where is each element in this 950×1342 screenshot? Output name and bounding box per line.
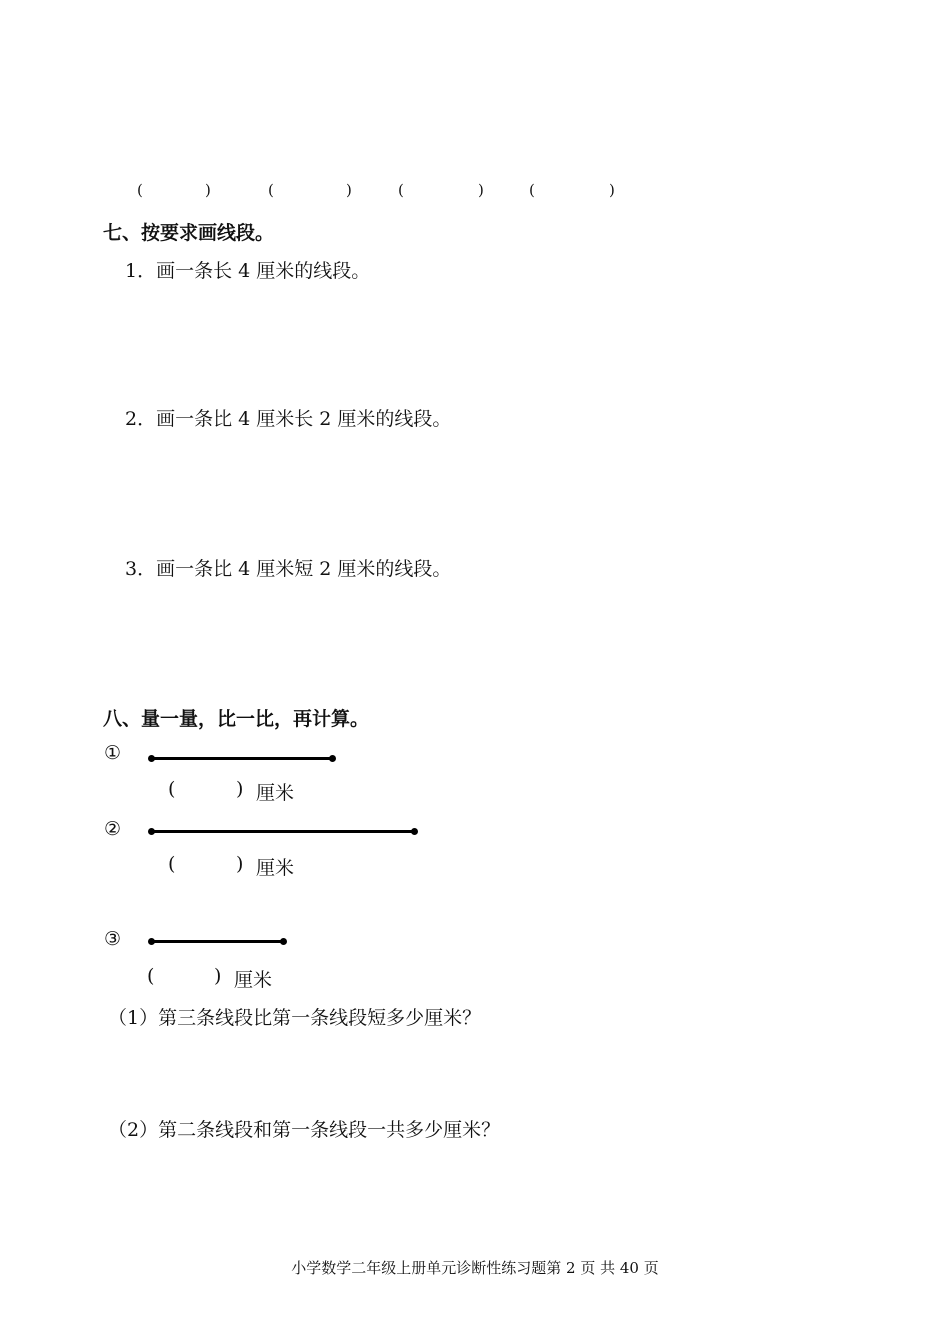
blank-1-open: ( [137,181,143,199]
segment-2-end-point [411,828,418,835]
segment-3-start-point [148,938,155,945]
segment-1-unit: 厘米 [256,782,295,804]
segment-3-marker: ③ [104,928,122,950]
blank-3-open: ( [398,181,404,199]
segment-1-start-point [148,755,155,762]
blank-2-open: ( [268,181,274,199]
blank-4-open: ( [529,181,535,199]
section-8-title: 八、量一量，比一比，再计算。 [103,708,370,730]
segment-3-unit: 厘米 [234,969,273,991]
segment-1-marker: ① [104,742,122,764]
segment-2-unit: 厘米 [256,857,295,879]
question-2: （2）第二条线段和第一条线段一共多少厘米？ [108,1119,501,1141]
segment-3-end-point [280,938,287,945]
section-7-task-3: 3．画一条比 4 厘米短 2 厘米的线段。 [125,558,452,580]
blank-1-close: ) [205,181,211,199]
blank-3-close: ) [478,181,484,199]
page-footer: 小学数学二年级上册单元诊断性练习题第 2 页 共 40 页 [291,1259,659,1277]
section-7-task-2: 2．画一条比 4 厘米长 2 厘米的线段。 [125,408,452,430]
segment-1-end-point [329,755,336,762]
segment-2-marker: ② [104,818,122,840]
blank-2-close: ) [346,181,352,199]
section-7-task-1: 1．画一条长 4 厘米的线段。 [125,260,371,282]
blank-4-close: ) [609,181,615,199]
segment-2-start-point [148,828,155,835]
question-1: （1）第三条线段比第一条线段短多少厘米？ [108,1007,482,1029]
section-7-title: 七、按要求画线段。 [103,222,275,244]
